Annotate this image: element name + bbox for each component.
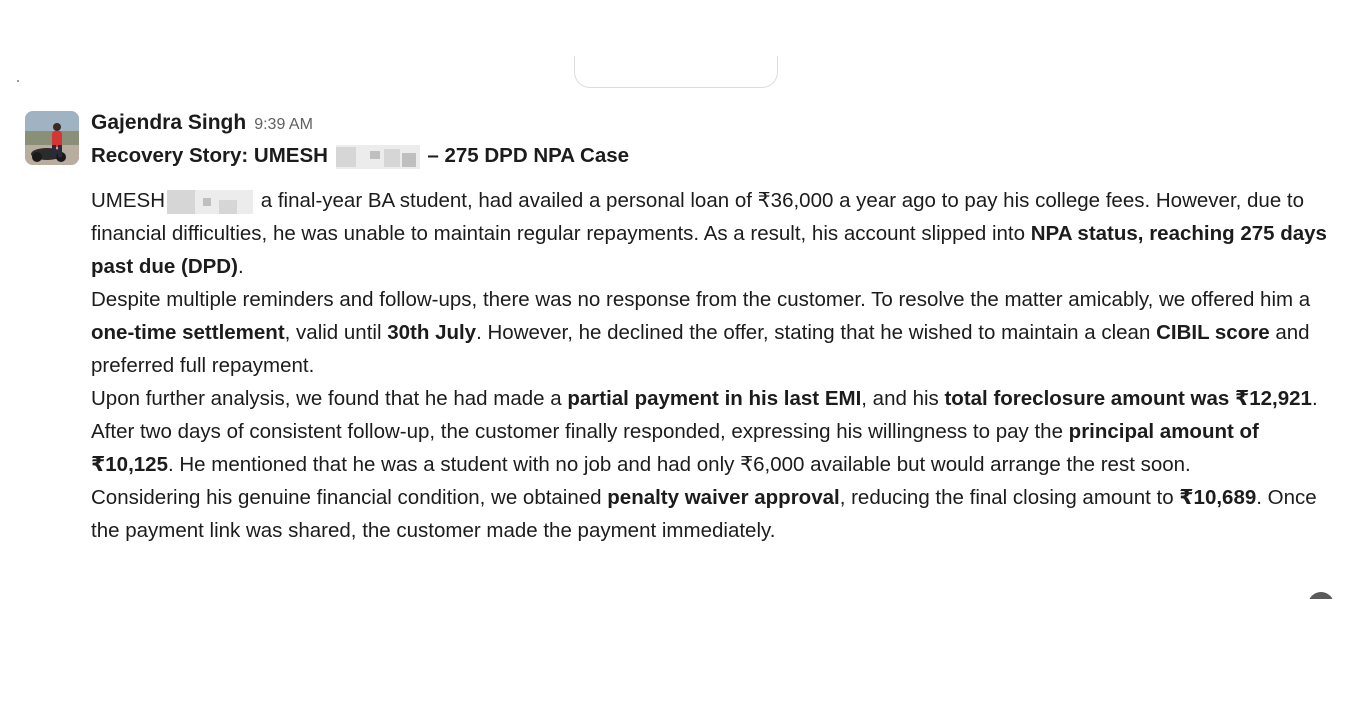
paragraph-1: UMESH a final-year BA student, had availed a personal loan of ₹36,000 a year ago to pay his college fees. However, due to financial difficulties, he was unable to maintain regular repayments. As a result, his account slipped into NPA status, reaching 275 days past due (DPD). [91, 189, 1327, 278]
paragraph-3: Upon further analysis, we found that he had made a partial payment in his last EMI, and his total foreclosure amount was ₹12,921. [91, 387, 1318, 410]
message-title [91, 141, 1331, 171]
redacted-surname [336, 145, 420, 169]
edge-marker [17, 80, 19, 82]
paragraph-5: Considering his genuine financial condition, we obtained penalty waiver approval, reducing the final closing amount to ₹10,689. Once the payment link was shared, the customer made the payment immediately. [91, 486, 1317, 542]
clip-mask [1300, 599, 1345, 629]
avatar-photo-icon [25, 111, 79, 165]
paragraph-4: After two days of consistent follow-up, the customer finally responded, expressing his willingness to pay the principal amount of ₹10,125. He mentioned that he was a student with no job and had only ₹6,000 available but would arrange the rest soon. [91, 420, 1259, 476]
redacted-surname [167, 190, 253, 214]
sender-name[interactable]: Gajendra Singh [91, 111, 247, 134]
paragraph-2: Despite multiple reminders and follow-ups, there was no response from the customer. To resolve the matter amicably, we offered him a one-time settlement, valid until 30th July. However, he declined the offer, stating that he wished to maintain a clean CIBIL score and preferred full repayment. [91, 288, 1311, 377]
title-prefix: Recovery Story: UMESH [91, 144, 328, 167]
message-body [91, 184, 1331, 547]
message-header [91, 108, 1331, 138]
message-content [91, 108, 1331, 547]
message-timestamp[interactable]: 9:39 AM [254, 116, 313, 133]
date-divider-pill[interactable] [574, 56, 778, 88]
avatar[interactable] [25, 111, 79, 165]
title-suffix: – 275 DPD NPA Case [427, 144, 630, 167]
